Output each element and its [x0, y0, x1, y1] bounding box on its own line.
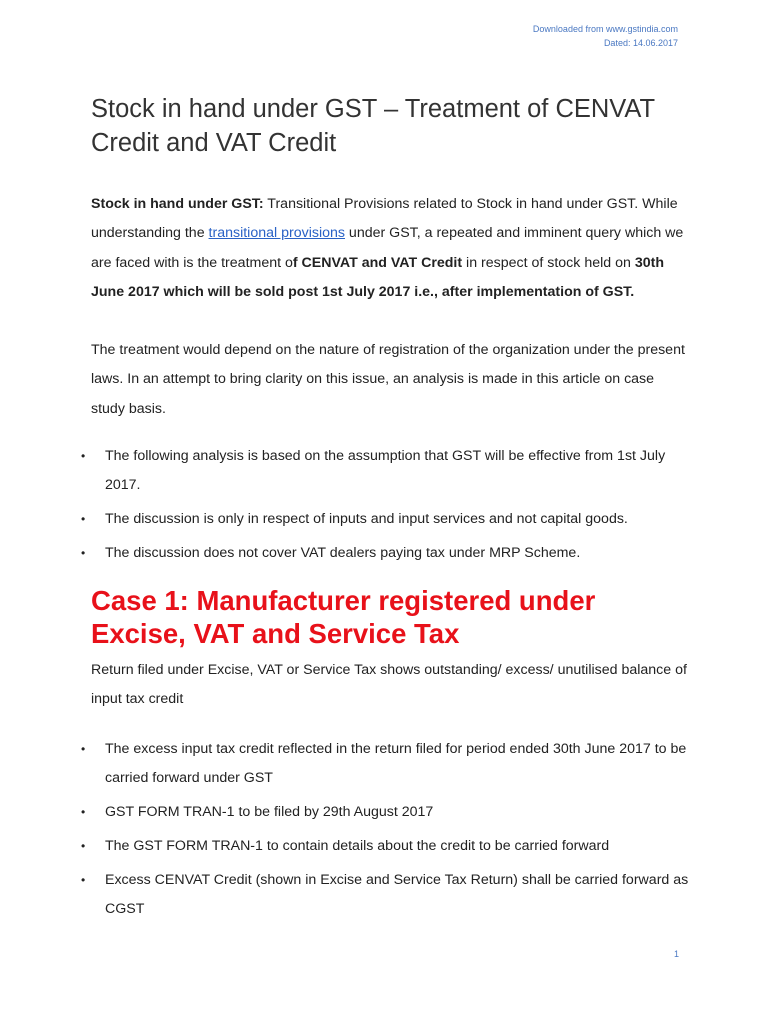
download-stamp: [533, 22, 678, 50]
bullet-icon: •: [81, 742, 86, 756]
bullet-icon: •: [81, 805, 86, 820]
list-item: [81, 866, 691, 925]
bullet-icon: •: [81, 545, 86, 560]
source-line: Downloaded from www.gstindia.com: [532, 24, 678, 34]
bullet-icon: •: [81, 512, 86, 527]
bullet-icon: •: [81, 449, 86, 463]
case-1-points-list: [81, 735, 691, 929]
case-1-heading: Case 1: Manufacturer registered under Excise, VAT and Service Tax: [91, 585, 596, 649]
list-item-text: The GST FORM TRAN-1 to contain details about the credit to be carried forward: [105, 837, 610, 854]
list-item-text: Excess CENVAT Credit (shown in Excise and Service Tax Return) shall be carried forward as CGST: [105, 871, 689, 917]
intro-bold-dates: 30th June 2017 which will be sold post 1st July 2017 i.e., after implementation of GST.: [91, 254, 664, 300]
intro-lead-text: Transitional Provisions related to Stock in hand under GST. While understanding the: [91, 196, 678, 242]
article-title: Stock in hand under GST – Treatment of CENVAT Credit and VAT Credit: [91, 95, 655, 157]
list-item-text: The discussion does not cover VAT dealers paying tax under MRP Scheme.: [105, 544, 581, 561]
list-item: [81, 798, 691, 827]
list-item-text: The discussion is only in respect of inputs and input services and not capital goods.: [105, 511, 628, 528]
treatment-paragraph: The treatment would depend on the nature of registration of the organization under the present laws. In an attempt to bring clarity on this issue, an analysis is made in this article on case study basis.: [91, 342, 685, 417]
intro-lead-bold: Stock in hand under GST:: [91, 196, 264, 212]
list-item-text: The following analysis is based on the assumption that GST will be effective from 1st July 2017.: [105, 448, 666, 494]
list-item: [81, 442, 691, 501]
intro-mid-text: in respect of stock held on: [462, 254, 635, 271]
bullet-icon: •: [81, 872, 86, 887]
page-number: 1: [673, 949, 679, 959]
intro-paragraph: [91, 190, 691, 307]
assumptions-list: [81, 442, 691, 573]
list-item: [81, 832, 691, 861]
list-item-text: The excess input tax credit reflected in the return filed for period ended 30th June 2017 to be carried forward under GST: [105, 741, 687, 787]
date-line: Dated: 14.06.2017: [603, 38, 678, 48]
intro-bold-cenvat: f CENVAT and VAT Credit: [292, 254, 463, 271]
bullet-icon: •: [81, 838, 86, 853]
list-item: [81, 505, 691, 534]
list-item: [81, 735, 691, 794]
list-item-text: GST FORM TRAN-1 to be filed by 29th August 2017: [105, 804, 434, 821]
intro-after-link: under GST, a repeated and imminent query which we are faced with is the treatment o: [91, 225, 684, 271]
list-item: [81, 539, 691, 568]
transitional-provisions-link[interactable]: transitional provisions: [208, 225, 345, 242]
case-1-intro: Return filed under Excise, VAT or Service Tax shows outstanding/ excess/ unutilised balance of input tax credit: [91, 662, 687, 708]
